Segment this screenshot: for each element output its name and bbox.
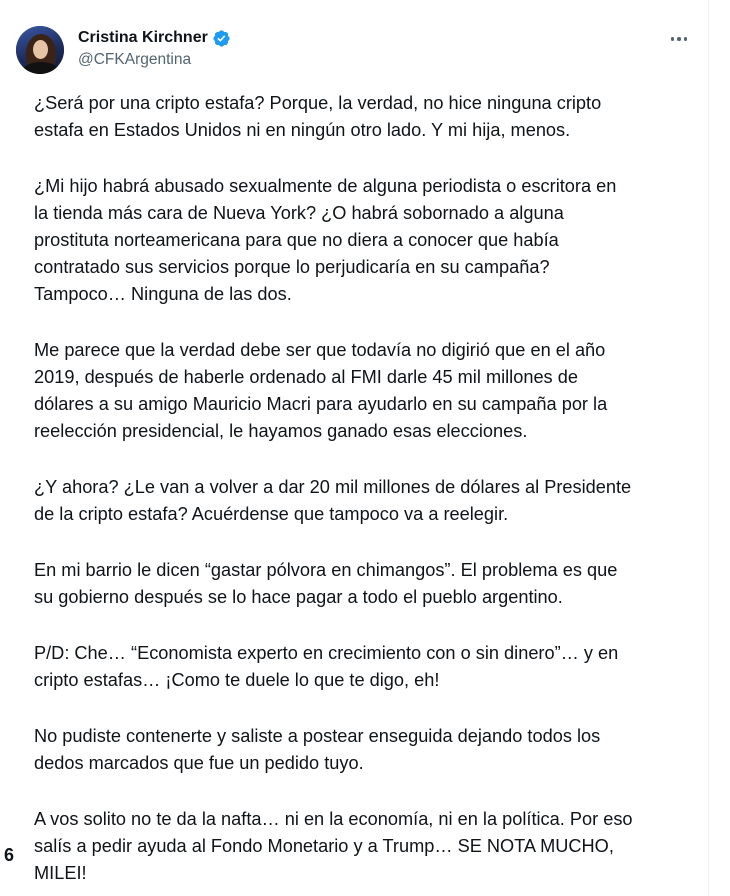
tweet-paragraph: ¿Será por una cripto estafa? Porque, la verdad, no hice ninguna cripto estafa en Estados Unidos ni en ningún otro lado. Y mi hija, menos. xyxy=(34,93,602,140)
tweet-paragraph: ¿Y ahora? ¿Le van a volver a dar 20 mil millones de dólares al Presidente de la cripto estafa? Acuérdense que tampoco va a reelegir. xyxy=(34,477,632,524)
tweet-header xyxy=(16,18,696,78)
timeline-divider xyxy=(708,0,709,896)
edge-glyph: 6 xyxy=(4,845,15,865)
tweet-paragraph: A vos solito no te da la nafta… ni en la economía, ni en la política. Por eso salís a pedir ayuda al Fondo Monetario y a Trump… SE NOTA MUCHO, MILEI! xyxy=(34,809,633,883)
tweet-paragraph: No pudiste contenerte y saliste a postear enseguida dejando todos los dedos marcados que fue un pedido tuyo. xyxy=(34,726,601,773)
tweet-paragraph: En mi barrio le dicen “gastar pólvora en chimangos”. El problema es que su gobierno después se lo hace pagar a todo el pueblo argentino. xyxy=(34,560,618,607)
author-name-row xyxy=(78,27,231,49)
tweet-paragraph: P/D: Che… “Economista experto en crecimiento con o sin dinero”… y en cripto estafas… ¡Como te duele lo que te digo, eh! xyxy=(34,643,619,690)
author-handle[interactable]: @CFKArgentina xyxy=(78,51,192,68)
verified-badge-icon xyxy=(212,29,231,48)
more-options-icon[interactable] xyxy=(666,26,692,52)
tweet-paragraph: Me parece que la verdad debe ser que todavía no digirió que en el año 2019, después de haberle ordenado al FMI darle 45 mil millones de dólares a su amigo Mauricio Macri para ayudarlo en su campaña por la reelección presidencial, le hayamos ganado esas elecciones. xyxy=(34,340,608,441)
author-name[interactable]: Cristina Kirchner xyxy=(78,29,208,46)
avatar[interactable] xyxy=(16,26,64,74)
tweet-paragraph: ¿Mi hijo habrá abusado sexualmente de alguna periodista o escritora en la tienda más cara de Nueva York? ¿O habrá sobornado a alguna prostituta norteamericana para que no diera a conocer que había contratado sus servicios porque lo perjudicaría en su campaña? Tampoco… Ninguna de las dos. xyxy=(34,176,617,304)
tweet-text xyxy=(34,90,706,896)
